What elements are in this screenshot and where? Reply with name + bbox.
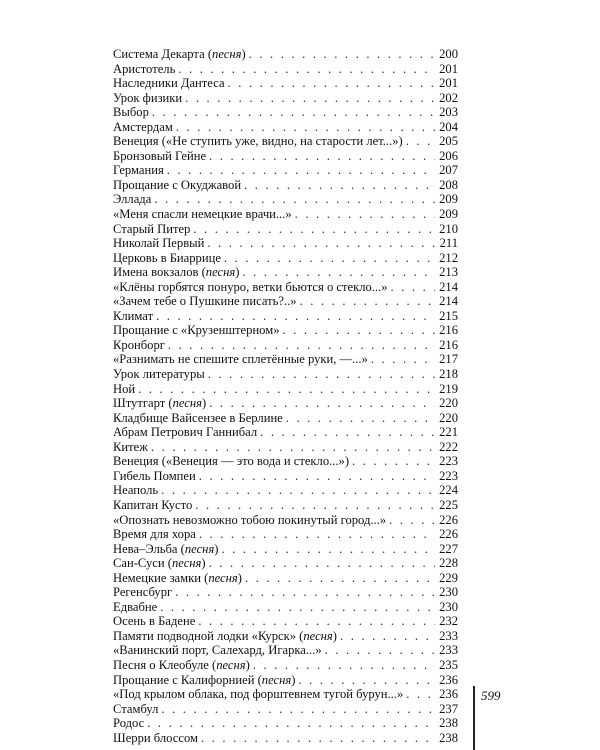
dot-leader (242, 265, 435, 280)
toc-entry-page: 230 (439, 599, 458, 614)
toc-entry (113, 207, 458, 222)
toc-entry (113, 251, 458, 266)
toc-entry-page: 225 (439, 497, 458, 512)
toc-entry (113, 352, 458, 367)
toc-entry (113, 469, 458, 484)
toc-entry-title (113, 382, 138, 397)
toc-entry (113, 149, 458, 164)
toc-entry-title (113, 236, 207, 251)
toc-entry-title-text: Штутгарт (113, 396, 166, 411)
toc-entry-title-text: Прощание с «Крузенштерном» (113, 323, 280, 338)
toc-entry-title-text: Осень в Бадене (113, 614, 196, 629)
dot-leader (147, 716, 435, 731)
toc-entry-title: Штутгарт (песня) (113, 396, 207, 411)
toc-entry-page: 238 (439, 730, 458, 745)
toc-entry-page: 223 (439, 468, 458, 483)
dot-leader (253, 658, 435, 673)
dot-leader (406, 134, 435, 149)
toc-entry (113, 498, 458, 513)
toc-entry-title (113, 222, 193, 237)
toc-entry-title-text: Эллада (113, 192, 152, 207)
toc-entry-page: 221 (439, 425, 458, 440)
toc-entry-title-text: «Опознать невозможно тобою покинутый город...» (113, 512, 387, 527)
toc-entry (113, 396, 458, 411)
toc-entry-title-text: Венеция («Не ступить уже, видно, на старости лет...») (113, 134, 403, 149)
toc-entry-title-text: Наследники Дантеса (113, 76, 225, 91)
dot-leader (340, 629, 435, 644)
toc-entry (113, 236, 458, 251)
toc-entry (113, 440, 458, 455)
toc-entry-page: 211 (439, 236, 458, 251)
dot-leader (224, 251, 435, 266)
toc-entry-title: Сан-Суси (песня) (113, 556, 206, 571)
dot-leader (199, 527, 435, 542)
toc-entry-title (113, 76, 228, 91)
toc-entry (113, 134, 458, 149)
toc-entry (113, 629, 458, 644)
toc-entry (113, 323, 458, 338)
toc-entry-title: Нева–Эльба (песня) (113, 541, 219, 556)
toc-entry-note: песня (208, 570, 238, 585)
dot-leader (175, 585, 435, 600)
dot-leader (201, 731, 435, 746)
toc-entry-page: 236 (439, 687, 458, 702)
toc-entry-title-text: Шерри блоссом (113, 730, 198, 745)
toc-entry-title (113, 483, 161, 498)
toc-entry (113, 367, 458, 382)
toc-entry-page: 209 (439, 192, 458, 207)
toc-entry-page: 222 (439, 439, 458, 454)
toc-entry (113, 702, 458, 717)
toc-entry-title-text: Регенсбург (113, 585, 173, 600)
toc-entry (113, 658, 458, 673)
toc-entry-page: 208 (439, 177, 458, 192)
toc-entry-page: 201 (439, 76, 458, 91)
toc-entry-page: 226 (439, 512, 458, 527)
toc-entry (113, 454, 458, 469)
toc-entry-page: 210 (439, 221, 458, 236)
toc-entry (113, 265, 458, 280)
toc-entry-title (113, 411, 286, 426)
toc-entry-title (113, 585, 175, 600)
toc-entry-title-text: Урок физики (113, 90, 183, 105)
toc-entry-title (113, 251, 224, 266)
toc-entry-title (113, 716, 147, 731)
toc-entry (113, 382, 458, 397)
toc-entry (113, 716, 458, 731)
toc-entry-title-text: Выбор (113, 105, 149, 120)
toc-entry-title-text: Родос (113, 716, 145, 731)
toc-entry (113, 731, 458, 746)
toc-entry-page: 209 (439, 207, 458, 222)
dot-leader (195, 498, 435, 513)
toc-entry-title (113, 498, 195, 513)
toc-entry-title-text: Ной (113, 381, 136, 396)
toc-entry-note: песня (303, 628, 333, 643)
toc-entry (113, 411, 458, 426)
toc-entry-title (113, 192, 154, 207)
toc-entry (113, 280, 458, 295)
toc-entry-note: песня (205, 265, 236, 280)
dot-leader (168, 338, 435, 353)
toc-entry-title (113, 425, 260, 440)
toc-entry (113, 309, 458, 324)
toc-entry-title (113, 294, 300, 309)
toc-entry-title: Система Декарта (песня) (113, 47, 246, 61)
dot-leader (161, 483, 435, 498)
dot-leader (245, 571, 435, 586)
dot-leader (198, 614, 435, 629)
toc-entry-title-text: Аристотель (113, 61, 176, 76)
toc-entry-title-text: Стамбул (113, 701, 159, 716)
toc-entry-title-text: Время для хора (113, 527, 196, 542)
toc-entry-title: Прощание с Калифорнией (песня) (113, 672, 296, 687)
toc-entry-title-text: Капитан Кусто (113, 497, 193, 512)
toc-entry-page: 202 (439, 90, 458, 105)
dot-leader (185, 91, 435, 106)
toc-entry-page: 220 (439, 410, 458, 425)
toc-entry-title (113, 367, 208, 382)
toc-entry-title (113, 731, 201, 746)
toc-entry (113, 571, 458, 586)
dot-leader (325, 643, 435, 658)
toc-entry-page: 227 (439, 541, 458, 556)
toc-entry-title-text: Старый Питер (113, 221, 191, 236)
toc-entry (113, 338, 458, 353)
dot-leader (209, 149, 435, 164)
dot-leader (222, 542, 436, 557)
dot-leader (154, 192, 435, 207)
toc-entry (113, 673, 458, 688)
toc-entry-page: 233 (439, 628, 458, 643)
toc-entry-title-text: Нева–Эльба (113, 541, 178, 556)
toc-entry-title-text: Климат (113, 308, 154, 323)
toc-entry-title: Немецкие замки (песня) (113, 570, 242, 585)
toc-entry-page: 215 (439, 308, 458, 323)
toc-entry-title (113, 527, 199, 542)
dot-leader (352, 454, 435, 469)
dot-leader (391, 280, 435, 295)
dot-leader (167, 163, 435, 178)
toc-entry-page: 235 (439, 657, 458, 672)
dot-leader (286, 411, 435, 426)
dot-leader (389, 513, 435, 528)
toc-entry (113, 425, 458, 440)
dot-leader (371, 352, 435, 367)
toc-entry-title-text: Немецкие замки (113, 570, 201, 585)
toc-entry-title (113, 513, 389, 528)
toc-entry-title: Имена вокзалов (песня) (113, 265, 240, 280)
toc-entry (113, 294, 458, 309)
dot-leader (138, 382, 435, 397)
toc-entry-title (113, 280, 391, 295)
toc-entry-title-text: Кронборг (113, 337, 165, 352)
toc-entry-title-text: Урок литературы (113, 367, 205, 382)
toc-entry-title (113, 469, 199, 484)
toc-entry-page: 214 (439, 279, 458, 294)
toc-entry-title (113, 323, 283, 338)
toc-entry-page: 203 (439, 105, 458, 120)
dot-leader (228, 76, 435, 91)
toc-entry-title-text: Церковь в Биаррице (113, 250, 221, 265)
toc-entry (113, 222, 458, 237)
toc-entry (113, 687, 458, 702)
toc-entry-title-text: «Разнимать не спешите сплетённые руки, —...» (113, 352, 368, 367)
toc-entry-title-text: Система Декарта (113, 47, 205, 61)
toc-entry-title (113, 338, 168, 353)
dot-leader (151, 440, 435, 455)
dot-leader (156, 309, 435, 324)
toc-entry-title (113, 91, 185, 106)
toc-entry (113, 120, 458, 135)
toc-entry-title (113, 440, 151, 455)
dot-leader (406, 687, 435, 702)
toc-entry-title (113, 149, 209, 164)
toc-entry-title (113, 643, 325, 658)
toc-entry-title (113, 134, 406, 149)
toc-entry (113, 163, 458, 178)
folio-rule (473, 686, 475, 750)
toc-entry-note: песня (216, 657, 246, 672)
toc-entry-page: 219 (439, 381, 458, 396)
toc-entry-title-text: Кладбище Вайсензее в Берлине (113, 410, 283, 425)
toc-entry-page: 216 (439, 323, 458, 338)
toc-entry (113, 192, 458, 207)
toc-entry-note: песня (261, 672, 292, 687)
toc-entry-title (113, 207, 295, 222)
toc-entry-page: 205 (439, 134, 458, 149)
toc-entry-title-text: Бронзовый Гейне (113, 148, 207, 163)
toc-entry-note: песня (184, 541, 215, 556)
toc-entry-page: 201 (439, 61, 458, 76)
toc-entry-title-text: Венеция («Венеция — это вода и стекло...») (113, 454, 350, 469)
toc-entry (113, 585, 458, 600)
toc-entry-page: 228 (439, 556, 458, 571)
toc-entry-title-text: «Под крылом облака, под форштевнем тугой бурун...» (113, 687, 404, 702)
toc-entry-page: 223 (439, 454, 458, 469)
dot-leader (193, 222, 435, 237)
dot-leader (249, 47, 435, 62)
toc-entry-title-text: «Меня спасли немецкие врачи...» (113, 207, 292, 222)
toc-entry-title (113, 454, 352, 469)
toc-entry-title (113, 702, 161, 717)
dot-leader (298, 673, 435, 688)
toc-entry (113, 614, 458, 629)
toc-entry-title (113, 352, 371, 367)
toc-entry-title (113, 62, 178, 77)
toc-entry-page: 230 (439, 585, 458, 600)
toc-entry-page: 237 (439, 701, 458, 716)
toc-entry-title-text: Песня о Клеобуле (113, 657, 209, 672)
dot-leader (199, 469, 435, 484)
toc-entry-title-text: Амстердам (113, 119, 173, 134)
toc-entry-page: 207 (439, 163, 458, 178)
toc-entry (113, 178, 458, 193)
toc-entry-title: Песня о Клеобуле (песня) (113, 657, 250, 672)
toc-entry-page: 232 (439, 614, 458, 629)
toc-entry (113, 483, 458, 498)
dot-leader (260, 425, 435, 440)
toc-entry-page: 216 (439, 337, 458, 352)
toc-entry-title (113, 120, 176, 135)
toc-entry (113, 76, 458, 91)
toc-entry-page: 218 (439, 367, 458, 382)
toc-entry-note: песня (171, 556, 202, 571)
toc-entry (113, 62, 458, 77)
toc-entry-page: 229 (439, 570, 458, 585)
dot-leader (283, 323, 435, 338)
toc-entry-page: 238 (439, 716, 458, 731)
toc-entry (113, 513, 458, 528)
toc-entry-title (113, 105, 152, 120)
toc-entry-page: 236 (439, 672, 458, 687)
toc-entry-title-text: «Клёны горбятся понуро, ветки бьются о стекло...» (113, 279, 388, 294)
dot-leader (160, 600, 435, 615)
dot-leader (176, 120, 435, 135)
toc-entry-title-text: Едвабне (113, 599, 158, 614)
toc-entry-title-text: Гибель Помпеи (113, 468, 196, 483)
dot-leader (300, 294, 435, 309)
toc-entry-note: песня (172, 396, 202, 411)
toc-entry-title (113, 687, 406, 702)
dot-leader (209, 396, 435, 411)
toc-entry-page: 204 (439, 119, 458, 134)
toc-entry-title-text: Абрам Петрович Ганнибал (113, 425, 258, 440)
toc-entry (113, 91, 458, 106)
toc-entry-title-text: Николай Первый (113, 236, 205, 251)
dot-leader (244, 178, 435, 193)
toc-entry-title (113, 178, 244, 193)
toc-entry-page: 214 (439, 294, 458, 309)
page-number: 599 (481, 688, 501, 703)
toc-entry-title (113, 600, 160, 615)
toc-entry-page: 212 (439, 250, 458, 265)
toc-entry (113, 556, 458, 571)
dot-leader (161, 702, 435, 717)
dot-leader (178, 62, 435, 77)
dot-leader (207, 236, 435, 251)
toc-entry (113, 542, 458, 557)
dot-leader (209, 556, 435, 571)
toc-entry-page: 200 (439, 47, 458, 61)
toc-entry-title (113, 614, 198, 629)
toc-entry-title-text: Германия (113, 163, 164, 178)
toc-entry (113, 105, 458, 120)
toc-entry-title-text: Памяти подводной лодки «Курск» (113, 628, 297, 643)
toc-entry-title (113, 309, 156, 324)
dot-leader (152, 105, 435, 120)
toc-entry-page: 213 (439, 265, 458, 280)
toc-entry-page: 220 (439, 396, 458, 411)
toc-entry-title-text: Прощание с Окуджавой (113, 177, 242, 192)
toc-entry (113, 527, 458, 542)
toc-entry-title-text: «Зачем тебе о Пушкине писать?..» (113, 294, 297, 309)
toc-entry-title-text: Сан-Суси (113, 556, 165, 571)
toc-entry-title-text: Имена вокзалов (113, 265, 199, 280)
toc-entry (113, 47, 458, 62)
toc-entry (113, 643, 458, 658)
toc-entry-page: 226 (439, 527, 458, 542)
toc-entry-title-text: «Ванинский порт, Салехард, Игарка...» (113, 643, 322, 658)
toc-entry-page: 233 (439, 643, 458, 658)
toc-entry-note: песня (212, 47, 242, 61)
toc-entry-title-text: Прощание с Калифорнией (113, 672, 255, 687)
dot-leader (208, 367, 435, 382)
toc-entry-page: 224 (439, 483, 458, 498)
toc-entry-title-text: Китеж (113, 439, 148, 454)
toc-entry-title-text: Неаполь (113, 483, 159, 498)
toc-entry-title (113, 163, 167, 178)
dot-leader (295, 207, 435, 222)
table-of-contents (113, 47, 458, 745)
toc-entry (113, 600, 458, 615)
toc-entry-page: 206 (439, 148, 458, 163)
toc-entry-page: 217 (439, 352, 458, 367)
toc-entry-title: Памяти подводной лодки «Курск» (песня) (113, 628, 337, 643)
